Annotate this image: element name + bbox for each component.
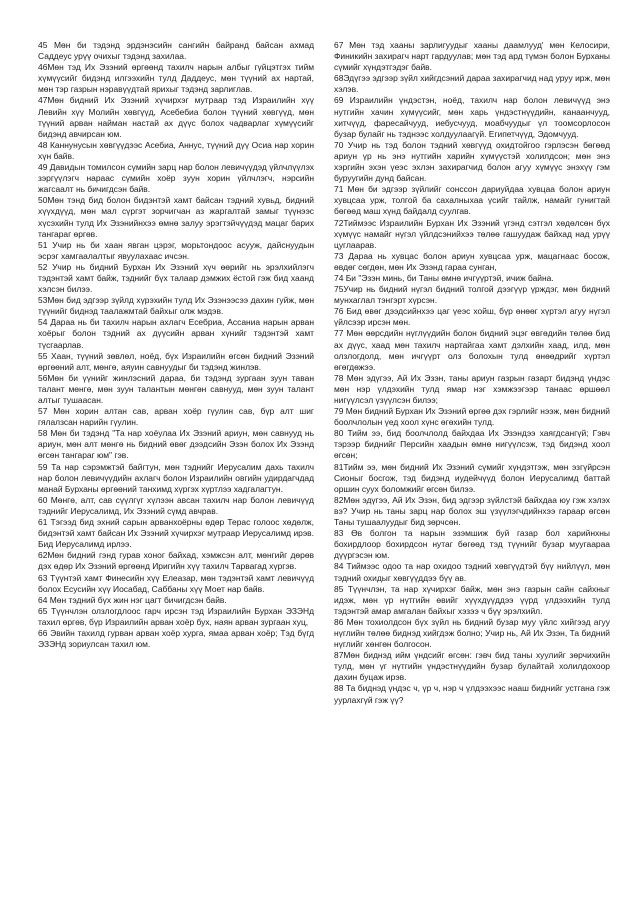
verse-64: 64 Мөн тэдний бүх жин нэг цагт бичигдсэн байв.	[38, 594, 227, 605]
verse-84: 84 Тиймээс одоо та нар охидоо тэдний хөвгүүдтэй бүү нийлүүл, мөн тэдний охидыг хөвгүүддээ бүү ав.	[334, 561, 610, 583]
verse-74: 74 Би "Эзэн минь, би Таны өмнө ичгүүртэй, ичиж байна.	[334, 272, 554, 283]
verse-55: 55 Хаан, түүний зөвлөл, ноёд, бүх Израилийн өгсөн бидний Эзэний өргөөний алт, мөнгө, аяуин савнуудыг би тэдэнд жинлэв.	[38, 350, 314, 372]
verse-57: 57 Мөн хорин алтан сав, арван хоёр гүулин сав, бүр алт шиг гялалзсан нарийн гүулин.	[38, 406, 314, 428]
verse-48: 48 Каннунусын хөвгүүдээс Асебиа, Аннус, түүний дүү Осиа нар хорин хүн байв.	[38, 139, 314, 161]
verse-76: 76 Бид өвөг дээдсийнхээ цаг үеэс хойш, бүр өнөөг хүртэл агуу нүгэл үйлсээр ирсэн мөн.	[334, 306, 610, 328]
verse-78: 78 Мөн эдүгээ, Ай Их Эзэн, таны ариун газрын газарт бидэнд үндэс мөн нэр үлдэхийн тулд ямар нэг хэмжээгээр танаас өршөөл нигүүлсэл үзүүлсэн билээ;	[334, 372, 610, 405]
verse-45: 45 Мөн би тэдэнд эрдэнэсийн сангийн байранд байсан ахмад Саддеус урүү очихыг тэдэнд захилаа.	[38, 40, 314, 62]
verse-83: 83 Өв болгон та нарын эзэмшиж буй газар бол харийнхны бохирдлоор бохирдсон нутаг бөгөөд тэд түүнийг бузар муугаараа дүүргэсэн юм.	[334, 528, 610, 561]
verse-62: 62Мөн бидний гэнд гурав хоног байхад, хэмжсэн алт, мөнгийг дөрөв дэх өдөр Их Эзэний өргөөнд Иригийн хүү тахилч Тарвагад хүргэв.	[38, 550, 314, 572]
verse-77: 77 Мөн өөрсдийн нүглүүдийн болон бидний эцэг өвгөдийн төлөө бид ах дүүс, хаад мөн тахилч нартайгаа хамт дэлхийн хаад, илд, мөн олзлогдолд, мөн ичгүүрт олз болохын тулд өнөөдрийг хүртэл өгөгдөжээ.	[334, 328, 610, 372]
verse-54: 54 Дараа нь би тахилч нарын ахлагч Есебриа, Ассаниа нарын арван хоёрыг болон тэдний ах дүүсийн арван хүнийг тэдэнтэй хамт түсгаарлав.	[38, 317, 314, 350]
verse-69: 69 Израилийн үндэстэн, ноёд, тахилч нар болон левичүүд энэ нутгийн хачин хүмүүсийг, мөн харь үндэстнүүдийн, канаанчууд, хитчүүд, фаресайчууд, иебусчууд, моабчуудыг үл тоомсорлосон бузар булайг нь тэднээс холдуулаагүй. Египетчүүд, Эдомчууд.	[334, 95, 610, 139]
verse-75: 75Учир нь бидний нүгэл бидний толгой дээгүүр үрждэг, мөн бидний мунхаглал тэнгэрт хүрсэн.	[334, 284, 610, 306]
verse-73: 73 Дараа нь хувцас болон ариун хувцсаа урж, мацагнаас босож, өвдөг сөгдөн, мөн Их Эзэнд гараа сунган,	[334, 250, 610, 272]
verse-68: 68Эдүгээ эдгээр зүйл хийгдсэний дараа захирагчид над уруу ирж, мөн хэлэв.	[334, 73, 610, 95]
document-page	[38, 40, 610, 880]
verse-81: 81Тийм ээ, мөн бидний Их Эзэний сүмийг хүндэтгэж, мөн эзгүйрсэн Сионыг босгож, тэд бидэнд иудейчүүд болон Иерусалимд баттай оршин суух боломжийг өгсөн билээ.	[334, 461, 610, 494]
verse-65: 65 Түүнчлэн олзлогдлоос гарч ирсэн тэд Израилийн Бурхан ЭЗЭНд тахил өргөв, бүр Израилийн арван хоёр бух, наян арван зургаан хуц,	[38, 605, 314, 627]
verse-60: 60 Мөнгө, алт, сав сүүлгүг хүлээн авсан тахилч нар болон левичүүд тэднийг Иерусалимд, Их Эзэний сүмд авчрав.	[38, 494, 314, 516]
verse-70: 70 Учир нь тэд болон тэдний хөвгүүд охидтойгоо гэрлэсэн бөгөөд ариун үр нь энэ нутгийн харийн хүмүүстэй холилдсон; мөн энэ хэргийн эхэн үеэс эхлэн захирагчид болон агуу хүмүүс энэхүү гэм буруугийн дунд байсан.	[334, 139, 610, 184]
verse-53: 53Мөн бид эдгээр зүйлд хүрэхийн тулд Их Эзэнээсээ дахин гуйж, мөн түүнийг биднэд таалажмтай байхыг олж мэдэв.	[38, 295, 314, 317]
verse-71: 71 Мөн би эдгээр зүйлийг сонссон дариуйдаа хувцаа болон ариун хувцсаа урж, толгой ба сахалныхаа үсийг тайлж, намайг гунигтай бөгөөд маш хүнд байдалд суулгав.	[334, 184, 610, 217]
verse-63: 63 Түүнтэй хамт Финесийн хүү Елеазар, мөн тэдэнтэй хамт левичүүд болох Есусийн хүү Иосабад, Саббаны хүү Моет нар байв.	[38, 572, 314, 594]
verse-72: 72Тиймээс Израилийн Бурхан Их Эзэний үгэнд сэтгэл хөдөлсөн бүх хүмүүс намайг нүгэл үйлдсэнийхээ төлөө гашуудаж байхад над урүү цуглаарав.	[334, 217, 610, 250]
verse-82: 82Мөн эдүгээ, Ай Их Эзэн, бид эдгээр зүйлстэй байхдаа юу гэж хэлэх вэ? Учир нь таны зарц нар болох эш үзүүлэгчдийнхээ гараар өгсөн Таны тушаалуудыг бид зөрчсөн.	[334, 494, 610, 528]
verse-80: 80 Тийм ээ, бид боолчлолд байхдаа Их Эзэндээ хаягдсангүй; Гэвч тэрээр биднийг Персийн хаадын өмнө нигүүлсэж, тэд бидэнд хоол өгсөн;	[334, 428, 610, 461]
verse-79: 79 Мөн бидний Бурхан Их Эзэний өргөө дэх гэрлийг нээж, мөн бидний боолчлолын үед хоол хүнс өгөхийн тулд.	[334, 406, 610, 428]
verse-59: 59 Та нар сэрэмжтэй байгтун, мөн тэднийг Иерусалим дахь тахилч нар болон левичүүдийн ахлагч болон Израилийн овгийн удирдагчдад манай Бурханы өргөөний танхимд хүргэх хүртлээ хадгалагтун.	[38, 461, 314, 494]
verse-88: 88 Та биднэд үндэс ч, үр ч, нэр ч үлдээхээс нааш биднийг устгана гэж уурлахгүй гэж үү?	[334, 683, 610, 705]
left-column	[38, 40, 314, 880]
verse-56: 56Мөн би үүнийг жинлэсний дараа, би тэдэнд зургаан зуун таван талант мөнгө, мөн зуун талантын мөнгөн савнууд, мөн зуун талант алтыг тушаасан.	[38, 372, 314, 405]
verse-86: 86 Мөн тохиолдсон бүх зүйл нь бидний бузар муу үйлс хийгээд агуу нүглийн төлөө биднэд хийгдэж болно; Учир нь, Ай Их Эзэн, Та бидний нүглийг хөнгөн болгосон.	[334, 616, 610, 650]
verse-61: 61 Тэгээд бид эхний сарын арванхоёрны өдөр Терас голоос хөдөлж, бидэнтэй хамт байсан Их Эзэний хүчирхэг мутраар Иерусалимд ирэв. Бид Иерусалимд ирлээ.	[38, 517, 314, 550]
verse-50: 50Мөн тэнд бид болон бидэнтэй хамт байсан тэдний хувьд, бидний хүүхдүүд, мөн мал сүргэт зорчигчан аз жаргалтай замыг түүнээс хүсэхийн тулд Их Эзэнийнхээ өмнө залуу эрэгтэйчүүдэд мацаг барих тангараг өргөв.	[38, 195, 314, 239]
verse-47: 47Мөн бидний Их Эзэний хүчирхэг мутраар тэд Израилийн хүү Левийн хүү Молийн хөвгүүд, Асебебиа болон түүний хөвгүүд, мөн түүний арван найман настай ах дүүс болох чадварлаг хүмүүсийг бидэнд авчирсан юм.	[38, 95, 314, 139]
verse-58: 58 Мөн би тэдэнд "Та нар хоёулаа Их Эзэний ариун, мөн савнууд нь ариун, мөн алт мөнгө нь бидний өвөг дээдсийн Эзэн болох Их Эзэнд өгсөн тангараг юм" гэв.	[38, 428, 314, 461]
verse-49: 49 Давидын томилсон сүмийн зарц нар болон левичүүдэд үйлчлүүлэх зэргүүлэгч нараас сүмийн хоёр зуун хорин үйлчлэгч, нэрсийн жагсаалт нь бичигдсэн байв.	[38, 162, 314, 195]
verse-67: 67 Мөн тэд хааны зарлигуудыг хааны даамлууд' мөн Келосири, Финикийн захирагч нарт гардуулав; мөн тэд ард түмэн болон Бурханы сүмийг хүндэтгэдэг байв.	[334, 40, 610, 73]
verse-52: 52 Учир нь бидний Бурхан Их Эзэний хүч өөрийг нь эрэлхийлэгч тэдэнтэй хамт байж, тэднийг бүх талаар дэмжих ёстой гэж бид хаанд хэлсэн билээ.	[38, 261, 314, 295]
verse-85: 85 Түүнчлэн, та нар хүчирхэг байж, мөн энэ газрын сайн сайхныг идэж, мөн үр нүтгийн өвийг хүүхдүүддээ үүрд үлдээхийн тулд тэдэнтэй амар амгалан байхыг хэзээ ч бүү эрэлхийл.	[334, 583, 610, 616]
verse-46: 46Мөн тэд Их Эзэний өргөөнд тахилч нарын албыг гүйцэтгэх тийм хүмүүсийг бидэнд илгээхийн тулд Даддеус, мөн түүний ах нартай, мөн тэр газрын нэравүүдтай ярихыг тэдэнд зарлиглав.	[38, 62, 314, 95]
verse-87: 87Мөн биднэд ийм үндсийг өгсөн: гэвч бид таны хуулийг зөрчихийн тулд, мөн үг нүтгийн үндэстнүүдийн бузар булайтай холилдохоор дахин буцаж ирэв.	[334, 650, 610, 683]
verse-51: 51 Учир нь би хаан явган цэрэг, морьтондоос асууж, дайснуудын эсрэг хамгаалалтыг явуулахаас ичсэн.	[38, 239, 314, 261]
right-column	[334, 40, 610, 880]
verse-66: 66 Эвийн тахилд гурван арван хоёр хурга, ямаа арван хоёр; Тэд бүгд ЭЗЭНд зориулсан тахил юм.	[38, 627, 314, 650]
